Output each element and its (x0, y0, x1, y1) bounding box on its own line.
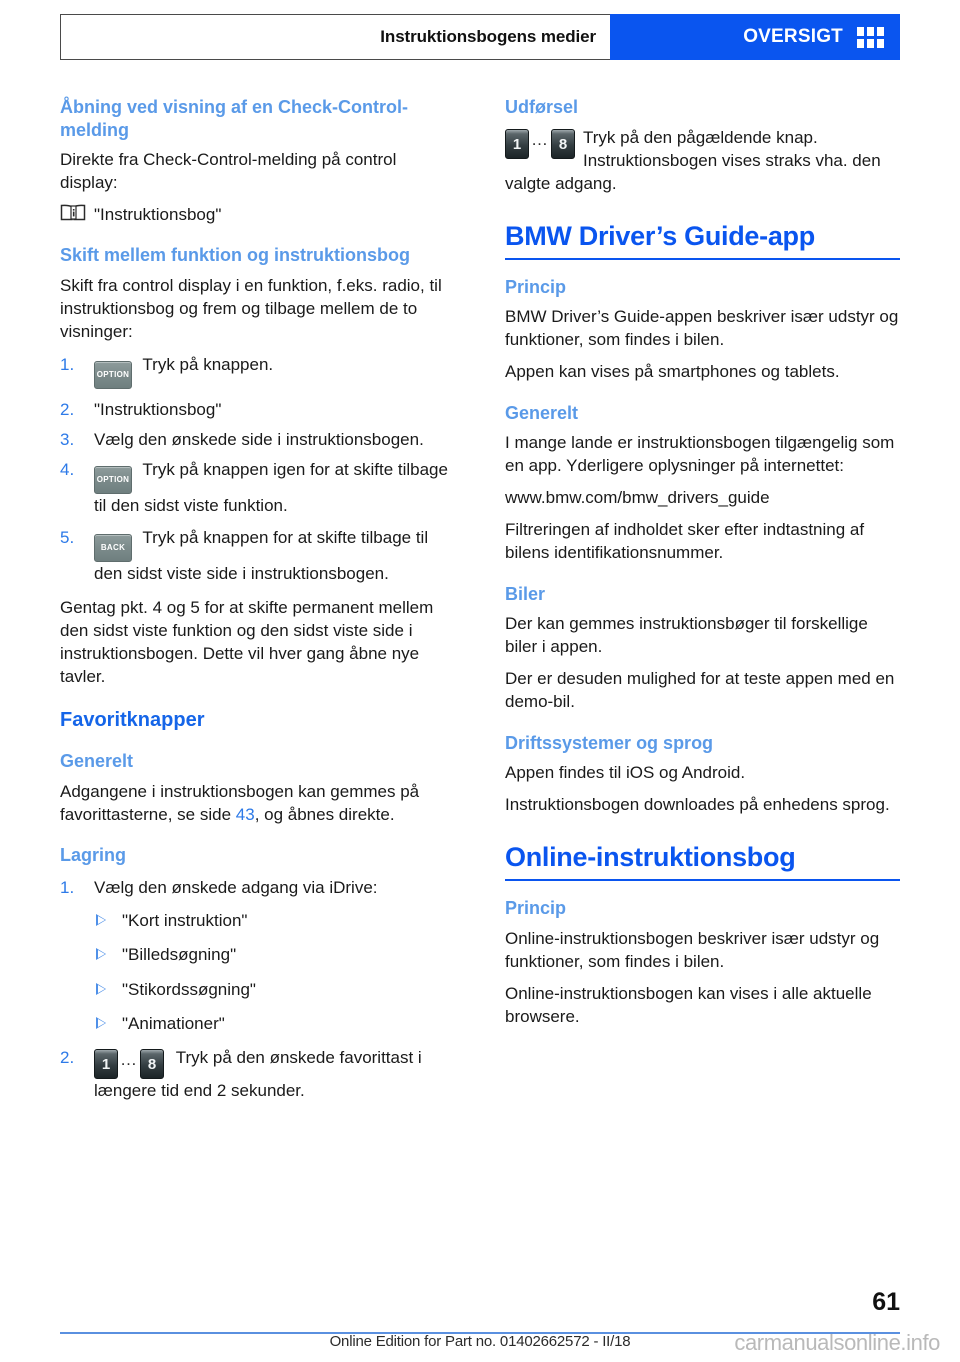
ellipsis: … (531, 129, 549, 149)
udforsel-block (505, 126, 900, 195)
breadcrumb (60, 14, 610, 60)
list-item (94, 1012, 455, 1035)
step-item (60, 428, 455, 451)
list-item (94, 909, 455, 932)
chapter-heading-bmw-drivers-guide-app: BMW Driver’s Guide-app (505, 220, 815, 251)
heading-princip-online: Princip (505, 898, 567, 919)
paragraph-gentag: Gentag pkt. 4 og 5 for at skifte permanent mellem den sidst viste funktion og den sidst viste side i instruktionsbogen. Dette vil hver gang åbne nye tavler. (60, 597, 434, 686)
breadcrumb-label: Instruktionsbogens medier (380, 27, 596, 46)
page-reference-link[interactable]: 43 (235, 804, 255, 824)
step-text: Tryk på knappen igen for at skifte tilbage til den sidst viste funktion. (94, 460, 448, 516)
favourite-keys-range (94, 1048, 169, 1073)
heading-lagring: Lagring (60, 844, 126, 865)
favourite-key-1-icon: 1 (505, 129, 529, 159)
favourite-keys-range (505, 126, 575, 159)
list-item-label: "Animationer" (122, 1013, 225, 1033)
left-column (60, 96, 455, 1112)
footer-edition-text: Online Edition for Part no. 01402662572 - II/18 (329, 1333, 631, 1350)
steps-list-lagring (60, 876, 455, 899)
heading-udforsel: Udførsel (505, 97, 579, 117)
paragraph-skift-fra: Skift fra control display i en funktion, f.eks. radio, til instruktionsbog og frem og tilbage mellem de to visninger: (60, 275, 442, 342)
step-number: 4. (60, 460, 75, 480)
options-list (60, 909, 455, 1034)
heading-aabning: Åbning ved visning af en Check-Control-melding (60, 97, 409, 140)
heading-generelt-right: Generelt (505, 402, 579, 423)
watermark: carmanualsonline.info (734, 1330, 940, 1355)
step-number: 5. (60, 528, 75, 548)
heading-biler: Biler (505, 583, 546, 604)
step-item (60, 458, 455, 517)
steps-list-skift (60, 353, 455, 585)
option-button-icon: OPTION (94, 361, 132, 389)
step-number: 3. (60, 430, 75, 450)
step-item (60, 353, 455, 389)
right-column (505, 96, 900, 1112)
paragraph-online-beskriver: Online-instruktionsbogen beskriver især udstyr og funktioner, som findes i bilen. (505, 928, 880, 971)
step-item (60, 876, 455, 899)
step-text: "Instruktionsbog" (94, 400, 222, 420)
page-header (60, 14, 900, 60)
chapter-rule (505, 879, 900, 881)
udforsel-line-1: Tryk på den pågældende knap. (583, 127, 818, 147)
ellipsis: … (120, 1049, 138, 1069)
paragraph-filtrering: Filtreringen af indholdet sker efter indtastning af bilens identifikationsnummer. (505, 520, 865, 563)
step-text: Tryk på knappen for at skifte tilbage til den sidst viste side i instruktionsbogen. (94, 528, 429, 584)
paragraph-adgangene-after: , og åbnes direkte. (254, 804, 395, 824)
steps-list-lagring-2 (60, 1046, 455, 1102)
chapter-heading-online-instruktionsbog: Online-instruktionsbog (505, 842, 796, 873)
symbol-line-text: "Instruktionsbog" (94, 205, 222, 225)
overview-tab[interactable] (610, 14, 900, 60)
step-text: Tryk på knappen. (142, 355, 274, 375)
list-item (94, 978, 455, 1001)
paragraph-url: www.bmw.com/bmw_drivers_guide (505, 488, 770, 508)
heading-skift-mellem: Skift mellem funktion og instruktionsbog (60, 245, 411, 266)
favourite-key-8-icon: 8 (551, 129, 575, 159)
paragraph-adgangene (60, 780, 455, 826)
heading-driftssystemer: Driftssystemer og sprog (505, 732, 714, 753)
step-number: 2. (60, 1047, 75, 1067)
step-number: 1. (60, 355, 75, 375)
favourite-key-1-icon: 1 (94, 1049, 118, 1079)
paragraph-downloades: Instruktionsbogen downloades på enhedens sprog. (505, 795, 890, 815)
back-button-icon: BACK (94, 534, 132, 562)
step-text: Tryk på den ønskede favorittast i længere tid end 2 sekunder. (94, 1047, 422, 1100)
paragraph-adgangene-before: Adgangene i instruktionsbogen kan gemmes på favorittasterne, se side (60, 781, 420, 824)
triangle-bullet-icon (96, 914, 106, 926)
paragraph-demo-bil: Der er desuden mulighed for at teste appen med en demo-bil. (505, 669, 895, 712)
step-number: 1. (60, 878, 75, 898)
step-item (60, 1046, 455, 1102)
triangle-bullet-icon (96, 1017, 106, 1029)
triangle-bullet-icon (96, 983, 106, 995)
paragraph-gemmes-boeger: Der kan gemmes instruktionsbøger til forskellige biler i appen. (505, 614, 868, 657)
paragraph-mange-lande: I mange lande er instruktionsbogen tilgængelig som en app. Yderligere oplysninger på internettet: (505, 433, 895, 476)
heading-princip-app: Princip (505, 276, 567, 297)
grid-icon (857, 27, 884, 48)
paragraph-ios-android: Appen findes til iOS og Android. (505, 763, 746, 782)
paragraph-direkte: Direkte fra Check-Control-melding på control display: (60, 150, 397, 193)
step-text: Vælg den ønskede side i instruktionsbogen. (94, 430, 424, 450)
chapter-rule (505, 258, 900, 260)
step-item (60, 526, 455, 585)
list-item-label: "Kort instruktion" (122, 911, 248, 931)
triangle-bullet-icon (96, 948, 106, 960)
step-item (60, 398, 455, 421)
symbol-line-instruktionsbog (60, 203, 455, 226)
paragraph-online-browsere: Online-instruktionsbogen kan vises i alle aktuelle browsere. (505, 983, 872, 1026)
heading-generelt-left: Generelt (60, 751, 134, 772)
option-button-icon: OPTION (94, 466, 132, 494)
overview-label: OVERSIGT (743, 26, 843, 47)
list-item (94, 943, 455, 966)
list-item-label: "Billedsøgning" (122, 945, 237, 965)
step-text: Vælg den ønskede adgang via iDrive: (94, 878, 378, 898)
heading-favoritknapper: Favoritknapper (60, 709, 205, 732)
content-columns (60, 96, 900, 1112)
step-number: 2. (60, 400, 75, 420)
favourite-key-8-icon: 8 (140, 1049, 164, 1079)
page-number: 61 (872, 1288, 900, 1316)
paragraph-app-vises: Appen kan vises på smartphones og tablets. (505, 362, 840, 382)
list-item-label: "Stikordssøgning" (122, 979, 256, 999)
udforsel-line-2: Instruktionsbogen vises straks vha. den valgte adgang. (505, 150, 881, 193)
book-info-icon (60, 203, 86, 222)
paragraph-app-beskriver: BMW Driver’s Guide-appen beskriver især udstyr og funktioner, som findes i bilen. (505, 307, 899, 350)
